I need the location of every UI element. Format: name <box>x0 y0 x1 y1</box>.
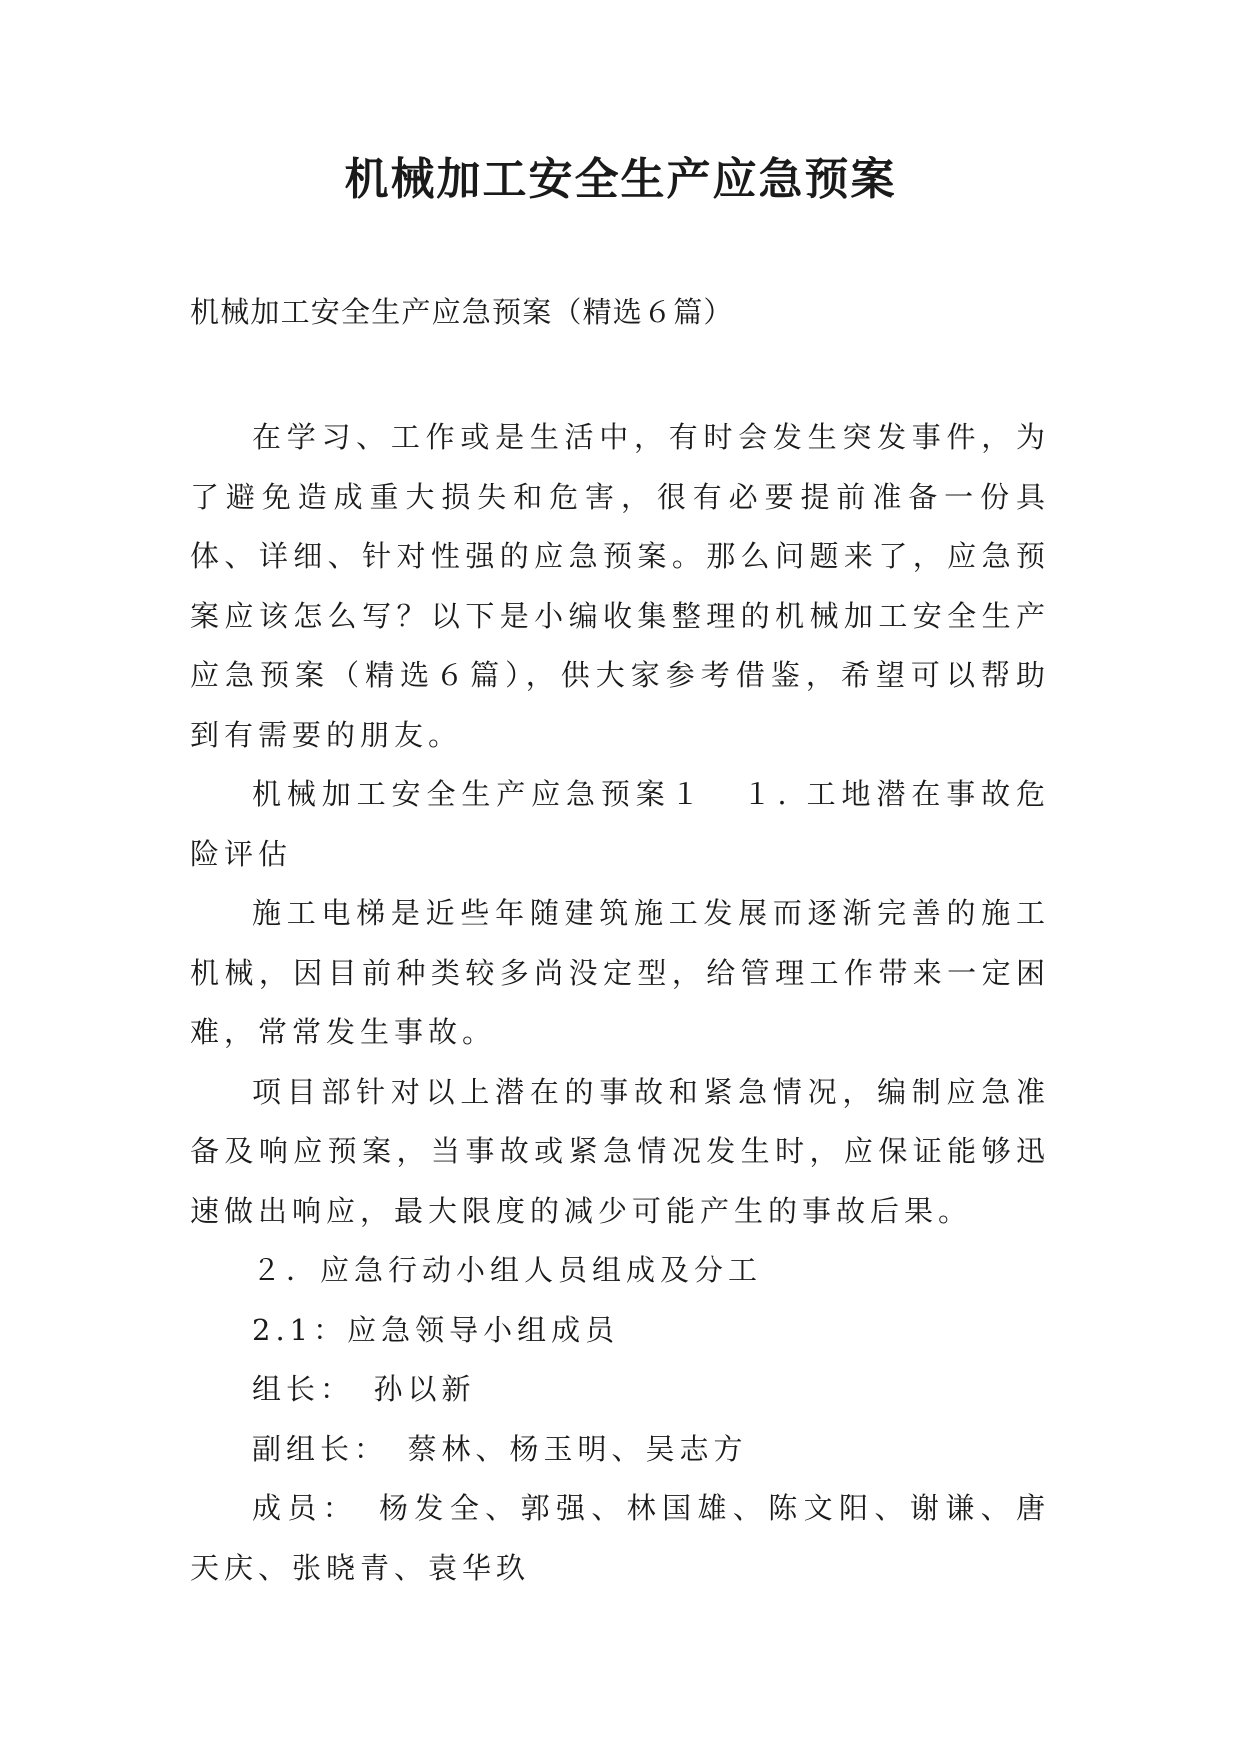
section1-item: １. 工地潜在事故危险评估 <box>190 777 1050 871</box>
project-paragraph: 项目部针对以上潜在的事故和紧急情况，编制应急准备及响应预案，当事故或紧急情况发生时，应保证能够迅速做出响应，最大限度的减少可能产生的事故后果。 <box>190 1074 1050 1228</box>
section1-paragraph <box>190 765 1050 884</box>
document-subtitle: 机械加工安全生产应急预案（精选６篇） <box>190 295 734 329</box>
document-title: 机械加工安全生产应急预案 <box>344 154 897 205</box>
leader-line: 组长： 孙以新 <box>252 1372 476 1406</box>
item2-1-heading: 2.1：应急领导小组成员 <box>252 1312 620 1347</box>
item2-heading: ２．应急行动小组人员组成及分工 <box>252 1253 763 1287</box>
deputy-line: 副组长： 蔡林、杨玉明、吴志方 <box>252 1431 748 1466</box>
document-body <box>190 408 1050 1598</box>
members-line: 成员： 杨发全、郭强、林国雄、陈文阳、谢谦、唐天庆、张晓青、袁华玖 <box>190 1491 1050 1585</box>
intro-paragraph: 在学习、工作或是生活中，有时会发生突发事件，为了避免造成重大损失和危害，很有必要提前准备一份具体、详细、针对性强的应急预案。那么问题来了，应急预案应该怎么写？以下是小编收集整理的机械加工安全生产应急预案（精选６篇），供大家参考借鉴，希望可以帮助到有需要的朋友。 <box>190 420 1050 752</box>
elevator-paragraph: 施工电梯是近些年随建筑施工发展而逐渐完善的施工机械，因目前种类较多尚没定型，给管理工作带来一定困难，常常发生事故。 <box>190 896 1050 1049</box>
section1-heading: 机械加工安全生产应急预案１ <box>252 777 706 811</box>
